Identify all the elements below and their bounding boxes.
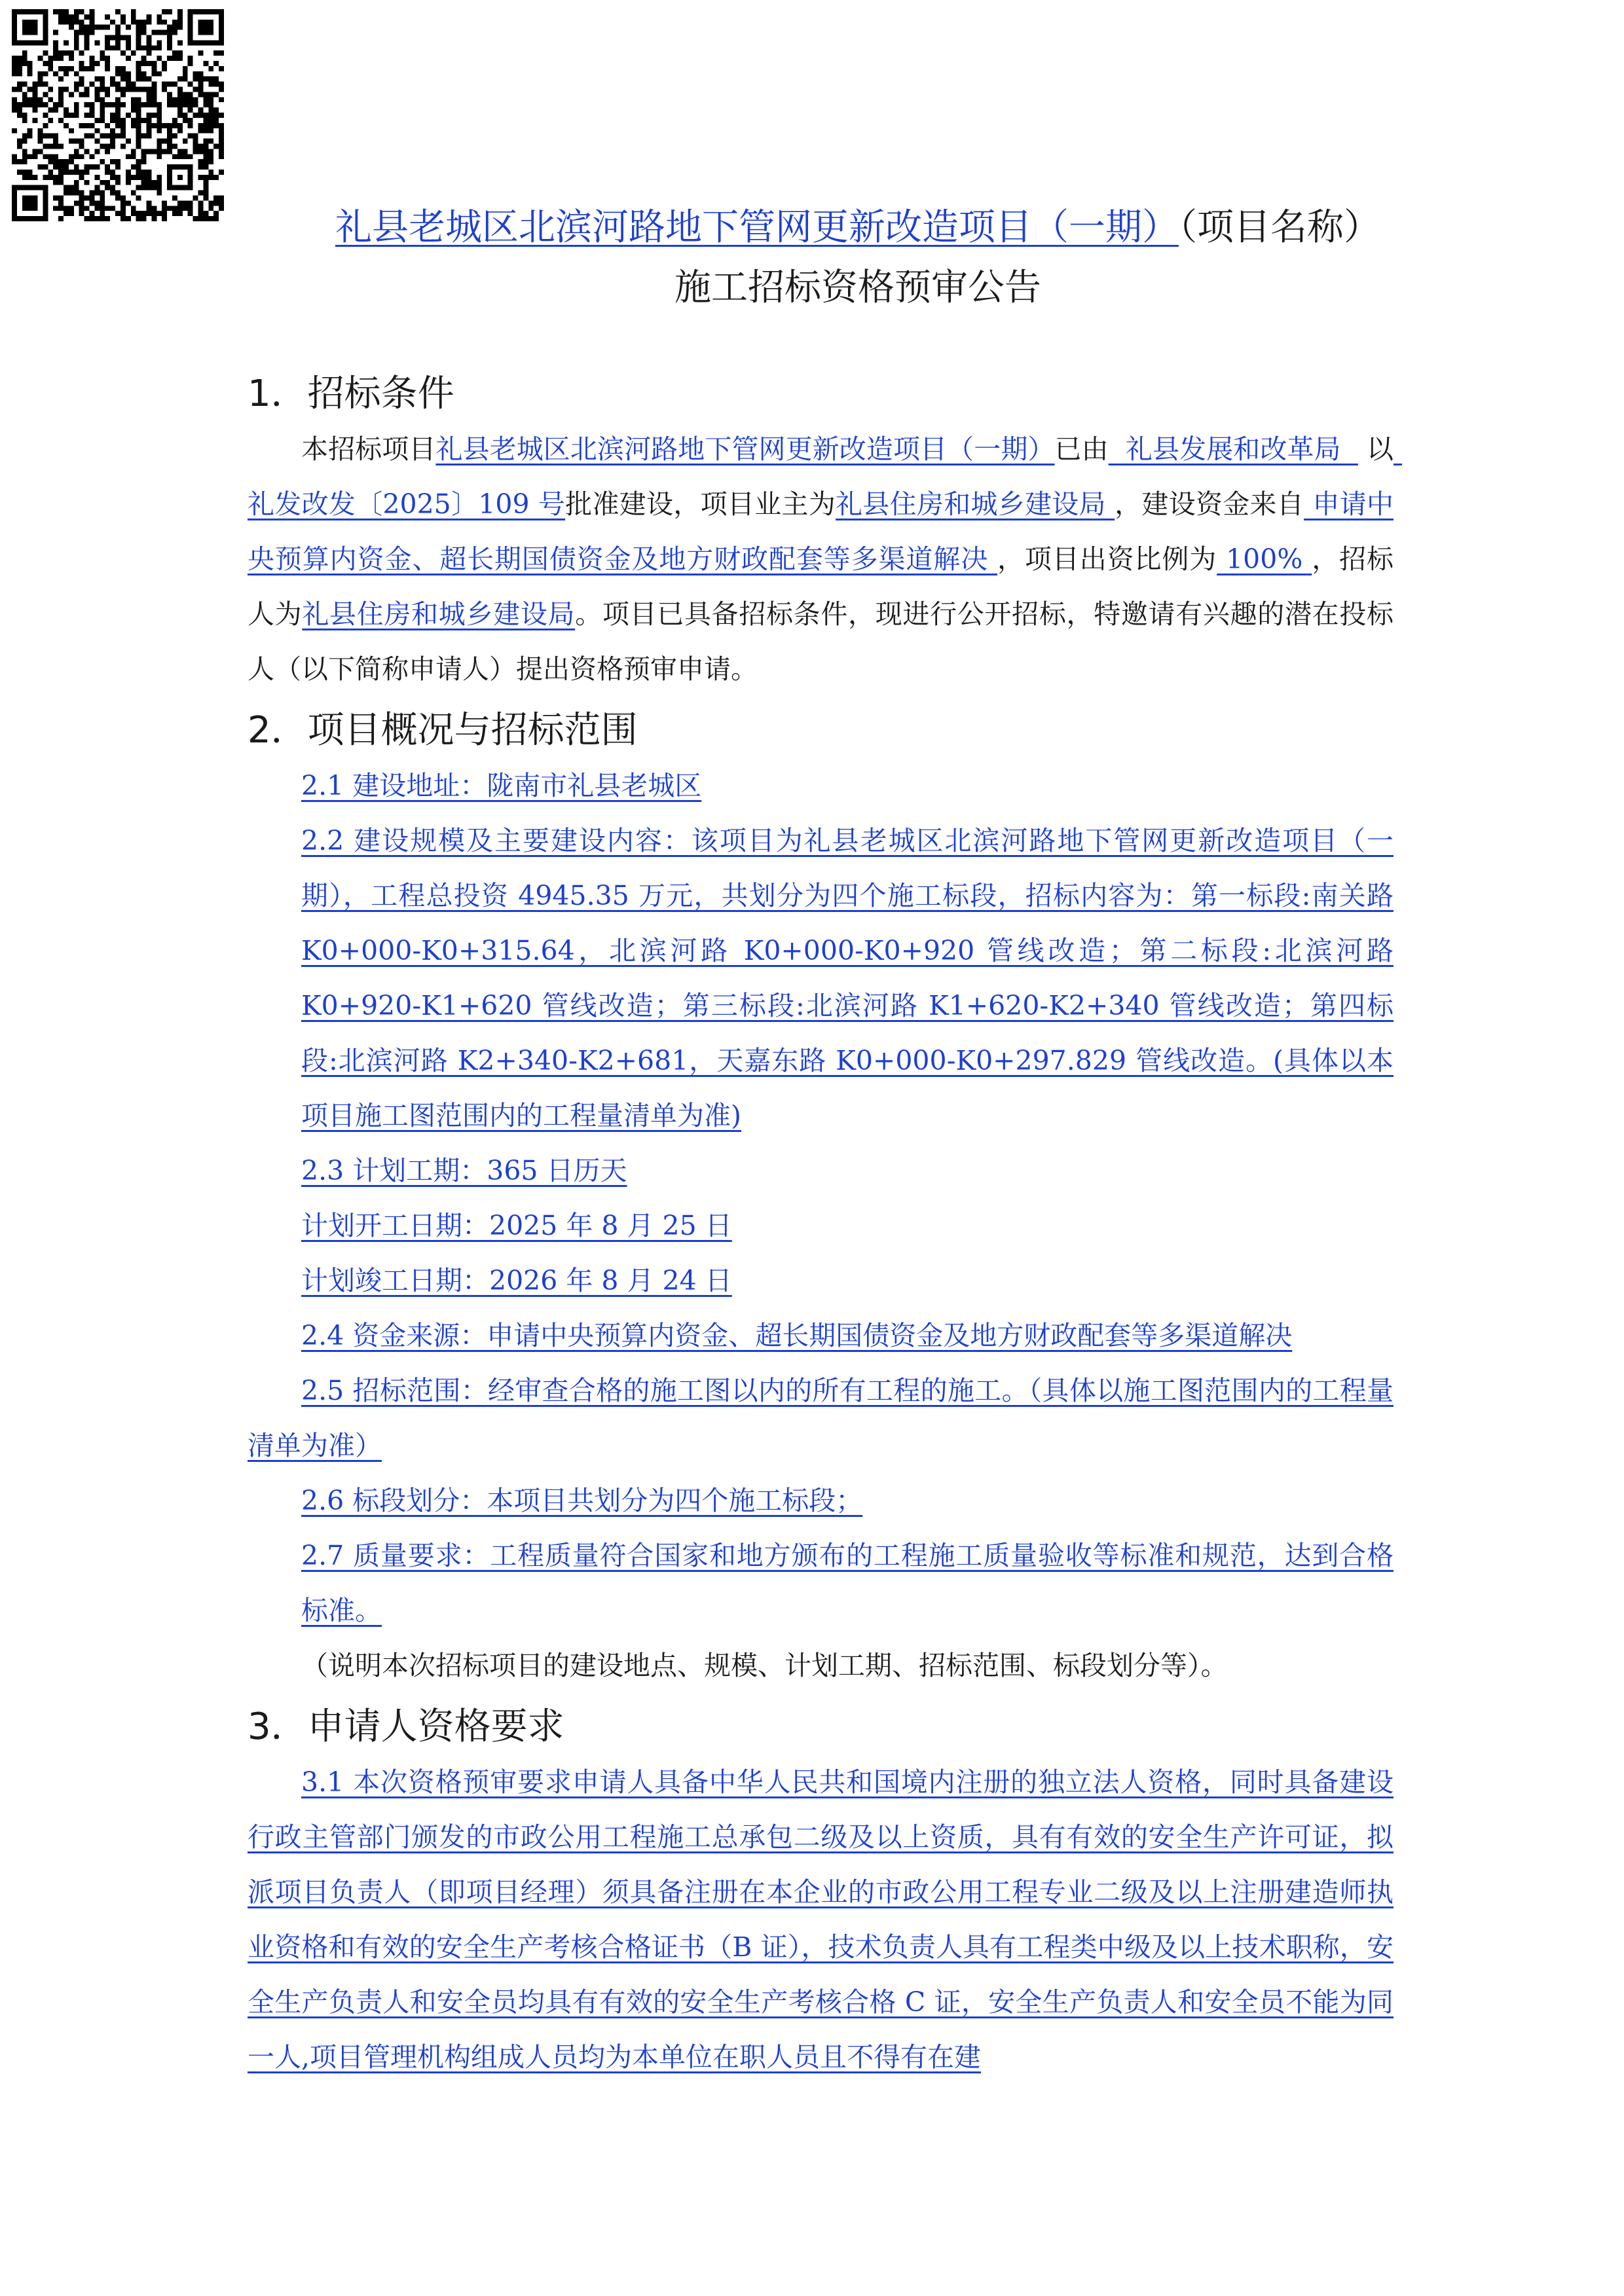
lot-division: 2.6 标段划分：本项目共划分为四个施工标段； — [301, 1485, 863, 1516]
planned-end-date: 计划竣工日期：2026 年 8 月 24 日 — [301, 1265, 732, 1296]
owner-field: 礼县住房和城乡建设局 — [836, 488, 1115, 520]
qr-code-icon — [12, 9, 224, 221]
construction-scale: 2.2 建设规模及主要建设内容：该项目为礼县老城区北滨河路地下管网更新改造项目（一期），工程总投资 4945.35 万元，共划分为四个施工标段，招标内容为：第一标段:南关路 K0+000-K0+315.64，北滨河路 K0+000-K0+920 管线改造；第二标段:北滨河路 K0+920-K1+620 管线改造；第三标段:北滨河路 K1+620-K2+340 管线改造；第四标段:北滨河路 K2+340-K2+681，天嘉东路 K0+000-K0+297.829 管线改造。(具体以本项目施工图范围内的工程量清单为准) — [301, 825, 1393, 1131]
section-1-paragraph — [248, 422, 1403, 697]
document-title — [92, 200, 1624, 255]
tender-scope: 2.5 招标范围：经审查合格的施工图以内的所有工程的施工。（具体以施工图范围内的工程量清单为准） — [248, 1375, 1393, 1461]
text: 已由 — [1054, 433, 1109, 465]
text: 。项目已具备招标条件，现进行公开招标，特邀请有兴趣的潜在投标人（以下简称申请人）提出资格预审申请。 — [248, 598, 1394, 685]
section-2-heading: 2．项目概况与招标范围 — [248, 709, 638, 752]
tenderer-field: 礼县住房和城乡建设局 — [302, 598, 576, 630]
construction-address: 2.1 建设地址：陇南市礼县老城区 — [301, 770, 702, 801]
funding-source: 2.4 资金来源：申请中央预算内资金、超长期国债资金及地方财政配套等多渠道解决 — [301, 1320, 1293, 1351]
text: 以 — [1357, 433, 1394, 465]
project-name-label: （项目名称） — [1179, 206, 1380, 249]
approval-doc-field: 礼发改发〔2025〕109 号 — [248, 433, 1403, 520]
qualification-requirement: 3.1 本次资格预审要求申请人具备中华人民共和国境内注册的独立法人资格，同时具备建设行政主管部门颁发的市政公用工程施工总承包二级及以上资质，具有有效的安全生产许可证，拟派项目负责人（即项目经理）须具备注册在本企业的市政公用工程专业二级及以上注册建造师执业资格和有效的安全生产考核合格证书（B 证），技术负责人具有工程类中级及以上技术职称，安全生产负责人和安全员均具有有效的安全生产考核合格 C 证，安全生产负责人和安全员不能为同一人,项目管理机构组成人员均为本单位在职人员且不得有在建 — [248, 1766, 1393, 2073]
text: ，招标人为 — [248, 543, 1394, 630]
text: 本招标项目 — [301, 433, 436, 465]
section-1-heading: 1．招标条件 — [248, 373, 454, 415]
section-2-note: （说明本次招标项目的建设地点、规模、计划工期、招标范围、标段划分等）。 — [301, 1650, 1228, 1681]
planned-duration: 2.3 计划工期：365 日历天 — [301, 1155, 627, 1186]
project-name-field: 礼县老城区北滨河路地下管网更新改造项目（一期） — [435, 433, 1055, 465]
planned-start-date: 计划开工日期：2025 年 8 月 25 日 — [301, 1210, 732, 1241]
document-subtitle: 施工招标资格预审公告 — [674, 266, 1041, 309]
approval-authority-field: 礼县发展和改革局 — [1108, 433, 1358, 465]
text: 批准建设，项目业主为 — [565, 488, 836, 520]
text: ，项目出资比例为 — [997, 543, 1217, 575]
text: ，建设资金来自 — [1115, 488, 1304, 520]
funding-ratio-field: 100% — [1217, 543, 1312, 575]
funding-source-field: 申请中央预算内资金、超长期国债资金及地方财政配套等多渠道解决 — [248, 488, 1394, 575]
project-name: 礼县老城区北滨河路地下管网更新改造项目（一期） — [335, 206, 1179, 249]
document-body — [248, 367, 1403, 2085]
quality-requirement: 2.7 质量要求：工程质量符合国家和地方颁布的工程施工质量验收等标准和规范，达到合格标准。 — [301, 1540, 1393, 1626]
section-3-heading: 3．申请人资格要求 — [248, 1705, 564, 1748]
